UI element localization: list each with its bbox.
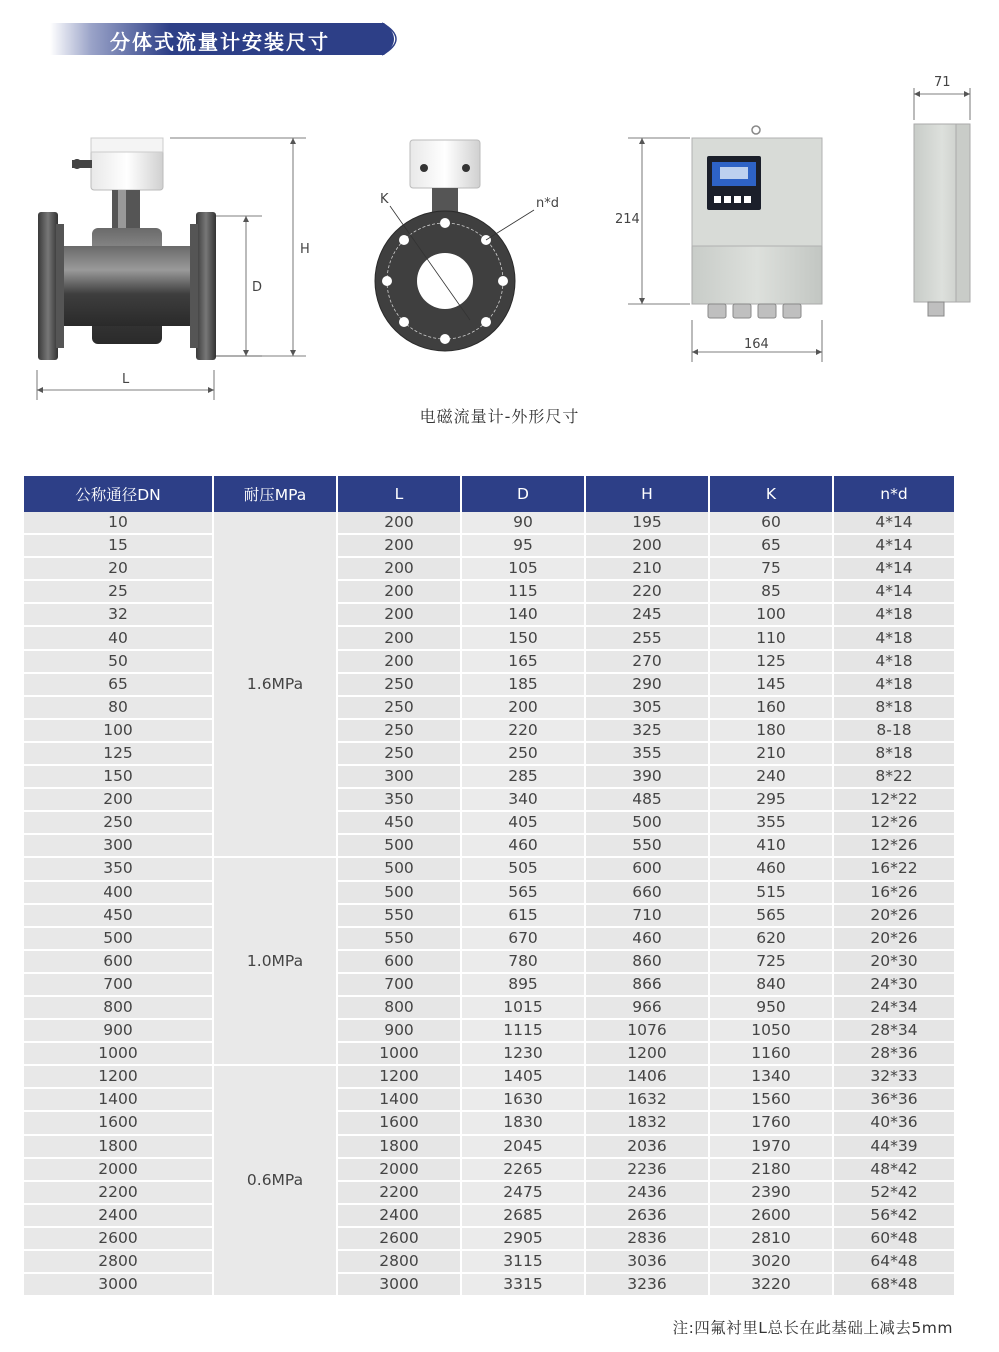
cell-H: 966 xyxy=(585,996,709,1019)
cell-H: 305 xyxy=(585,696,709,719)
cell-D: 1830 xyxy=(461,1111,585,1134)
cell-K: 565 xyxy=(709,904,833,927)
table-row xyxy=(24,603,954,626)
dim-label-71: 71 xyxy=(934,75,951,90)
cell-H: 325 xyxy=(585,719,709,742)
table-row xyxy=(24,650,954,673)
cell-H: 460 xyxy=(585,927,709,950)
cell-nd: 4*14 xyxy=(833,557,954,580)
cell-L: 200 xyxy=(337,650,461,673)
cell-K: 2600 xyxy=(709,1204,833,1227)
cell-D: 505 xyxy=(461,857,585,880)
table-row xyxy=(24,881,954,904)
cell-H: 500 xyxy=(585,811,709,834)
cell-K: 2390 xyxy=(709,1181,833,1204)
cell-nd: 60*48 xyxy=(833,1227,954,1250)
cell-K: 1760 xyxy=(709,1111,833,1134)
cell-L: 1200 xyxy=(337,1065,461,1088)
cell-H: 2436 xyxy=(585,1181,709,1204)
cell-H: 2036 xyxy=(585,1135,709,1158)
cell-H: 210 xyxy=(585,557,709,580)
cell-H: 1406 xyxy=(585,1065,709,1088)
cell-L: 500 xyxy=(337,857,461,880)
cell-dn: 250 xyxy=(24,811,213,834)
cell-nd: 4*14 xyxy=(833,534,954,557)
cell-pressure: 1.0MPa xyxy=(213,857,337,1065)
table-row xyxy=(24,1019,954,1042)
cell-K: 1560 xyxy=(709,1088,833,1111)
header-D: D xyxy=(461,476,585,512)
cell-dn: 2200 xyxy=(24,1181,213,1204)
side-view xyxy=(375,140,534,351)
cell-dn: 450 xyxy=(24,904,213,927)
cell-K: 125 xyxy=(709,650,833,673)
cell-dn: 500 xyxy=(24,927,213,950)
cell-dn: 900 xyxy=(24,1019,213,1042)
cell-L: 200 xyxy=(337,603,461,626)
cell-dn: 32 xyxy=(24,603,213,626)
cell-K: 1970 xyxy=(709,1135,833,1158)
cell-H: 1832 xyxy=(585,1111,709,1134)
cell-nd: 4*14 xyxy=(833,580,954,603)
cell-H: 290 xyxy=(585,673,709,696)
cell-H: 660 xyxy=(585,881,709,904)
cell-K: 85 xyxy=(709,580,833,603)
table-row xyxy=(24,557,954,580)
cell-H: 1076 xyxy=(585,1019,709,1042)
dim-label-214: 214 xyxy=(615,212,640,227)
cell-L: 800 xyxy=(337,996,461,1019)
table-row xyxy=(24,512,954,534)
cell-D: 2475 xyxy=(461,1181,585,1204)
dim-label-L: L xyxy=(122,372,130,387)
cell-K: 1160 xyxy=(709,1042,833,1065)
table-row xyxy=(24,1250,954,1273)
cell-H: 1200 xyxy=(585,1042,709,1065)
cell-L: 250 xyxy=(337,696,461,719)
cell-D: 1115 xyxy=(461,1019,585,1042)
dim-label-164: 164 xyxy=(744,337,769,352)
cell-nd: 12*22 xyxy=(833,788,954,811)
cell-L: 1400 xyxy=(337,1088,461,1111)
cell-nd: 44*39 xyxy=(833,1135,954,1158)
cell-H: 270 xyxy=(585,650,709,673)
dim-label-D: D xyxy=(252,280,263,295)
cell-dn: 3000 xyxy=(24,1273,213,1296)
cell-D: 565 xyxy=(461,881,585,904)
header-nd: n*d xyxy=(833,476,954,512)
table-row xyxy=(24,811,954,834)
cell-L: 1600 xyxy=(337,1111,461,1134)
cell-K: 2180 xyxy=(709,1158,833,1181)
cell-D: 405 xyxy=(461,811,585,834)
cell-dn: 1800 xyxy=(24,1135,213,1158)
cell-D: 140 xyxy=(461,603,585,626)
cell-nd: 28*34 xyxy=(833,1019,954,1042)
cell-K: 210 xyxy=(709,742,833,765)
cell-nd: 4*18 xyxy=(833,673,954,696)
cell-K: 725 xyxy=(709,950,833,973)
header-dn: 公称通径DN xyxy=(24,476,213,512)
cell-H: 860 xyxy=(585,950,709,973)
table-row xyxy=(24,1158,954,1181)
cell-L: 2000 xyxy=(337,1158,461,1181)
table-row xyxy=(24,996,954,1019)
cell-nd: 64*48 xyxy=(833,1250,954,1273)
cell-nd: 12*26 xyxy=(833,834,954,857)
table-row xyxy=(24,696,954,719)
cell-nd: 20*30 xyxy=(833,950,954,973)
cell-L: 3000 xyxy=(337,1273,461,1296)
cell-dn: 2600 xyxy=(24,1227,213,1250)
cell-nd: 4*14 xyxy=(833,512,954,534)
cell-dn: 600 xyxy=(24,950,213,973)
cell-dn: 350 xyxy=(24,857,213,880)
cell-D: 165 xyxy=(461,650,585,673)
cell-L: 500 xyxy=(337,881,461,904)
table-row xyxy=(24,857,954,880)
cell-dn: 400 xyxy=(24,881,213,904)
cell-H: 255 xyxy=(585,626,709,649)
cell-dn: 10 xyxy=(24,512,213,534)
table-row xyxy=(24,534,954,557)
cell-D: 115 xyxy=(461,580,585,603)
cell-H: 550 xyxy=(585,834,709,857)
cell-dn: 40 xyxy=(24,626,213,649)
cell-K: 1340 xyxy=(709,1065,833,1088)
cell-L: 2600 xyxy=(337,1227,461,1250)
cell-D: 895 xyxy=(461,973,585,996)
cell-D: 670 xyxy=(461,927,585,950)
cell-dn: 800 xyxy=(24,996,213,1019)
cell-nd: 56*42 xyxy=(833,1204,954,1227)
cell-nd: 20*26 xyxy=(833,904,954,927)
table-row xyxy=(24,973,954,996)
cell-K: 950 xyxy=(709,996,833,1019)
cell-nd: 40*36 xyxy=(833,1111,954,1134)
cell-D: 150 xyxy=(461,626,585,649)
cell-D: 460 xyxy=(461,834,585,857)
table-row xyxy=(24,1111,954,1134)
cell-L: 350 xyxy=(337,788,461,811)
cell-K: 295 xyxy=(709,788,833,811)
cell-H: 220 xyxy=(585,580,709,603)
cell-dn: 1200 xyxy=(24,1065,213,1088)
cell-L: 450 xyxy=(337,811,461,834)
cell-L: 1800 xyxy=(337,1135,461,1158)
cell-D: 95 xyxy=(461,534,585,557)
cell-D: 340 xyxy=(461,788,585,811)
cell-dn: 50 xyxy=(24,650,213,673)
cell-nd: 4*18 xyxy=(833,603,954,626)
cell-H: 710 xyxy=(585,904,709,927)
cell-H: 390 xyxy=(585,765,709,788)
cell-L: 2200 xyxy=(337,1181,461,1204)
cell-L: 250 xyxy=(337,719,461,742)
cell-K: 460 xyxy=(709,857,833,880)
cell-nd: 8*22 xyxy=(833,765,954,788)
cell-nd: 16*26 xyxy=(833,881,954,904)
figure-caption: 电磁流量计-外形尺寸 xyxy=(419,407,580,426)
dimension-drawings xyxy=(0,60,999,400)
table-row xyxy=(24,1042,954,1065)
cell-L: 200 xyxy=(337,512,461,534)
cell-H: 355 xyxy=(585,742,709,765)
cell-nd: 8*18 xyxy=(833,742,954,765)
cell-nd: 68*48 xyxy=(833,1273,954,1296)
table-row xyxy=(24,927,954,950)
cell-L: 300 xyxy=(337,765,461,788)
front-view xyxy=(37,138,306,400)
cell-nd: 16*22 xyxy=(833,857,954,880)
cell-dn: 300 xyxy=(24,834,213,857)
cell-H: 245 xyxy=(585,603,709,626)
cell-K: 145 xyxy=(709,673,833,696)
cell-H: 2836 xyxy=(585,1227,709,1250)
table-row xyxy=(24,626,954,649)
dim-label-nd: n*d xyxy=(536,196,559,211)
cell-nd: 20*26 xyxy=(833,927,954,950)
cell-dn: 125 xyxy=(24,742,213,765)
table-body xyxy=(24,512,954,1296)
cell-D: 90 xyxy=(461,512,585,534)
dimension-table xyxy=(24,476,954,1297)
header-L: L xyxy=(337,476,461,512)
cell-D: 615 xyxy=(461,904,585,927)
cell-dn: 20 xyxy=(24,557,213,580)
cell-L: 200 xyxy=(337,580,461,603)
cell-L: 200 xyxy=(337,534,461,557)
cell-K: 180 xyxy=(709,719,833,742)
cell-nd: 8-18 xyxy=(833,719,954,742)
cell-D: 780 xyxy=(461,950,585,973)
cell-nd: 36*36 xyxy=(833,1088,954,1111)
dim-label-K: K xyxy=(380,192,389,207)
cell-nd: 24*34 xyxy=(833,996,954,1019)
cell-pressure: 0.6MPa xyxy=(213,1065,337,1296)
cell-L: 550 xyxy=(337,927,461,950)
table-header-row xyxy=(24,476,954,512)
header-K: K xyxy=(709,476,833,512)
cell-K: 620 xyxy=(709,927,833,950)
cell-D: 200 xyxy=(461,696,585,719)
cell-dn: 200 xyxy=(24,788,213,811)
cell-nd: 4*18 xyxy=(833,650,954,673)
cell-L: 200 xyxy=(337,626,461,649)
cell-K: 410 xyxy=(709,834,833,857)
table-row xyxy=(24,788,954,811)
cell-L: 600 xyxy=(337,950,461,973)
cell-dn: 700 xyxy=(24,973,213,996)
cell-L: 2800 xyxy=(337,1250,461,1273)
cell-H: 485 xyxy=(585,788,709,811)
table-row xyxy=(24,1065,954,1088)
cell-H: 2636 xyxy=(585,1204,709,1227)
header-H: H xyxy=(585,476,709,512)
cell-K: 515 xyxy=(709,881,833,904)
cell-nd: 24*30 xyxy=(833,973,954,996)
cell-D: 2905 xyxy=(461,1227,585,1250)
cell-H: 866 xyxy=(585,973,709,996)
table-row xyxy=(24,1181,954,1204)
cell-dn: 2000 xyxy=(24,1158,213,1181)
cell-K: 3020 xyxy=(709,1250,833,1273)
table-row xyxy=(24,1273,954,1296)
table-row xyxy=(24,904,954,927)
cell-dn: 15 xyxy=(24,534,213,557)
cell-K: 100 xyxy=(709,603,833,626)
table-row xyxy=(24,742,954,765)
table-row xyxy=(24,1135,954,1158)
cell-L: 500 xyxy=(337,834,461,857)
table-row xyxy=(24,1227,954,1250)
cell-D: 2685 xyxy=(461,1204,585,1227)
cell-dn: 2400 xyxy=(24,1204,213,1227)
cell-K: 110 xyxy=(709,626,833,649)
cell-H: 2236 xyxy=(585,1158,709,1181)
cell-nd: 48*42 xyxy=(833,1158,954,1181)
converter-side-view xyxy=(914,88,970,316)
cell-K: 355 xyxy=(709,811,833,834)
cell-nd: 12*26 xyxy=(833,811,954,834)
cell-K: 2810 xyxy=(709,1227,833,1250)
cell-D: 2045 xyxy=(461,1135,585,1158)
table-row xyxy=(24,765,954,788)
table-row xyxy=(24,673,954,696)
cell-H: 200 xyxy=(585,534,709,557)
cell-K: 60 xyxy=(709,512,833,534)
cell-D: 1230 xyxy=(461,1042,585,1065)
cell-D: 1405 xyxy=(461,1065,585,1088)
cell-dn: 1400 xyxy=(24,1088,213,1111)
cell-dn: 65 xyxy=(24,673,213,696)
flowmeter-drawings xyxy=(0,60,999,400)
cell-D: 185 xyxy=(461,673,585,696)
cell-dn: 1000 xyxy=(24,1042,213,1065)
table-row xyxy=(24,1088,954,1111)
cell-H: 1632 xyxy=(585,1088,709,1111)
cell-pressure: 1.6MPa xyxy=(213,512,337,857)
cell-D: 3115 xyxy=(461,1250,585,1273)
cell-nd: 8*18 xyxy=(833,696,954,719)
cell-dn: 1600 xyxy=(24,1111,213,1134)
cell-K: 240 xyxy=(709,765,833,788)
page-title: 分体式流量计安装尺寸 xyxy=(110,30,330,54)
cell-H: 3236 xyxy=(585,1273,709,1296)
cell-D: 2265 xyxy=(461,1158,585,1181)
cell-nd: 4*18 xyxy=(833,626,954,649)
table-row xyxy=(24,580,954,603)
table-row xyxy=(24,834,954,857)
cell-D: 250 xyxy=(461,742,585,765)
cell-L: 550 xyxy=(337,904,461,927)
cell-D: 3315 xyxy=(461,1273,585,1296)
cell-nd: 52*42 xyxy=(833,1181,954,1204)
cell-L: 200 xyxy=(337,557,461,580)
table-row xyxy=(24,950,954,973)
cell-H: 195 xyxy=(585,512,709,534)
footnote: 注:四氟衬里L总长在此基础上减去5mm xyxy=(672,1319,953,1337)
cell-dn: 100 xyxy=(24,719,213,742)
table-row xyxy=(24,1204,954,1227)
cell-nd: 28*36 xyxy=(833,1042,954,1065)
cell-L: 2400 xyxy=(337,1204,461,1227)
cell-L: 700 xyxy=(337,973,461,996)
dim-label-H: H xyxy=(300,242,310,257)
cell-D: 220 xyxy=(461,719,585,742)
cell-K: 65 xyxy=(709,534,833,557)
cell-dn: 2800 xyxy=(24,1250,213,1273)
cell-D: 105 xyxy=(461,557,585,580)
cell-K: 3220 xyxy=(709,1273,833,1296)
header-pressure: 耐压MPa xyxy=(213,476,337,512)
cell-dn: 150 xyxy=(24,765,213,788)
cell-H: 600 xyxy=(585,857,709,880)
cell-L: 900 xyxy=(337,1019,461,1042)
table-row xyxy=(24,719,954,742)
cell-D: 1630 xyxy=(461,1088,585,1111)
cell-dn: 25 xyxy=(24,580,213,603)
cell-H: 3036 xyxy=(585,1250,709,1273)
cell-L: 250 xyxy=(337,673,461,696)
cell-L: 1000 xyxy=(337,1042,461,1065)
cell-K: 75 xyxy=(709,557,833,580)
cell-L: 250 xyxy=(337,742,461,765)
title-banner xyxy=(48,22,404,56)
cell-dn: 80 xyxy=(24,696,213,719)
converter-front-view xyxy=(628,126,822,362)
cell-D: 1015 xyxy=(461,996,585,1019)
cell-K: 1050 xyxy=(709,1019,833,1042)
cell-K: 840 xyxy=(709,973,833,996)
cell-K: 160 xyxy=(709,696,833,719)
cell-D: 285 xyxy=(461,765,585,788)
cell-nd: 32*33 xyxy=(833,1065,954,1088)
